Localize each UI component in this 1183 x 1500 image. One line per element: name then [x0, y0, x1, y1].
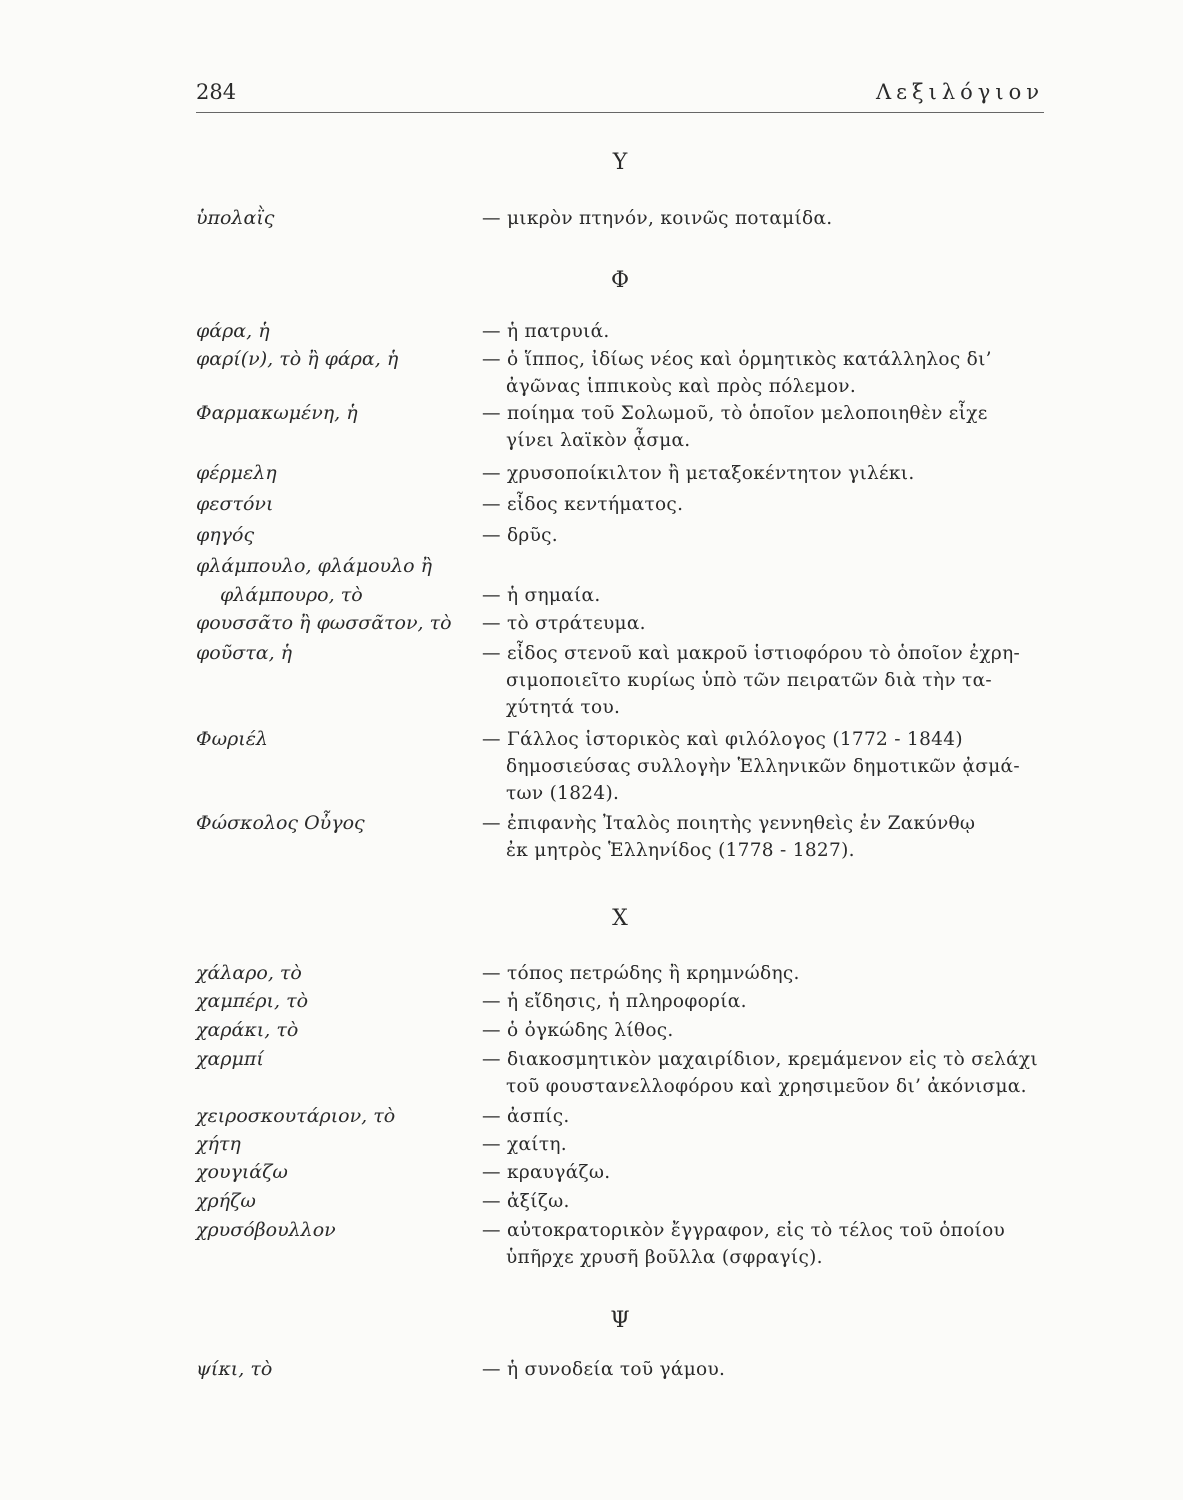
entry-definition [482, 1217, 1044, 1271]
definition-line: — ἐπιφανὴς Ἰταλὸς ποιητὴς γεννηθεὶς ἐν Ζακύνθῳ [482, 813, 976, 834]
entry-term: χάλαρο, τὸ [196, 962, 302, 984]
entry-definition [482, 810, 1044, 864]
entry-term: φάρα, ἡ [196, 320, 270, 342]
entry-definition [482, 346, 1044, 400]
entry-term: Φωριέλ [196, 728, 268, 750]
definition-line: — ἡ εἴδησις, ἡ πληροφορία. [482, 991, 747, 1012]
definition-line: — τόπος πετρώδης ἢ κρημνώδης. [482, 963, 800, 984]
entry-definition [482, 988, 1044, 1015]
definition-line: ὑπῆρχε χρυσῆ βοῦλλα (σφραγίς). [506, 1247, 823, 1268]
entry-term: φλάμπουρο, τὸ [220, 584, 363, 606]
entry-definition [482, 582, 1044, 609]
entry-definition [482, 960, 1044, 987]
definition-line: — διακοσμητικὸν μαχαιρίδιον, κρεμάμενον εἰς τὸ σελάχι [482, 1049, 1038, 1070]
definition-line: — ἡ συνοδεία τοῦ γάμου. [482, 1359, 726, 1380]
definition-line: — ποίημα τοῦ Σολωμοῦ, τὸ ὁποῖον μελοποιηθὲν εἶχε [482, 403, 988, 424]
entry-term: φεστόνι [196, 493, 274, 515]
definition-line: — κραυγάζω. [482, 1162, 611, 1183]
definition-line: — ἀσπίς. [482, 1106, 570, 1127]
definition-line: — μικρὸν πτηνόν, κοινῶς ποταμίδα. [482, 208, 833, 229]
definition-line: σιμοποιεῖτο κυρίως ὑπὸ τῶν πειρατῶν διὰ τὴν τα- [506, 670, 992, 691]
entry-definition [482, 1356, 1044, 1383]
definition-line: — ἡ σημαία. [482, 585, 601, 606]
definition-line: — ὁ ὀγκώδης λίθος. [482, 1020, 674, 1041]
entry-definition [482, 1159, 1044, 1186]
entry-definition [482, 522, 1044, 549]
definition-line: — εἶδος κεντήματος. [482, 494, 684, 515]
entry-term: φοῦστα, ἡ [196, 642, 293, 664]
entry-term: χαμπέρι, τὸ [196, 990, 309, 1012]
definition-line: γίνει λαϊκὸν ᾆσμα. [506, 430, 691, 451]
definition-line: χύτητά του. [506, 697, 621, 718]
entry-term: χουγιάζω [196, 1161, 288, 1183]
definition-line: — εἶδος στενοῦ καὶ μακροῦ ἱστιοφόρου τὸ ὁποῖον ἐχρη- [482, 643, 1020, 664]
entry-term: χαράκι, τὸ [196, 1019, 299, 1041]
definition-line: — ἡ πατρυιά. [482, 321, 610, 342]
definition-line: — Γάλλος ἱστορικὸς καὶ φιλόλογος (1772 - 1844) [482, 729, 963, 750]
entry-definition [482, 1188, 1044, 1215]
section-letter: Ψ [610, 1308, 630, 1333]
definition-line: τοῦ φουστανελλοφόρου καὶ χρησιμεῦον δι’ ἀκόνισμα. [506, 1076, 1027, 1097]
entry-term: χαρμπί [196, 1048, 264, 1070]
entry-definition [482, 318, 1044, 345]
running-title: Λεξιλόγιον [876, 80, 1044, 104]
page-number: 284 [196, 80, 237, 104]
definition-line: — ἀξίζω. [482, 1191, 570, 1212]
entry-definition [482, 1046, 1044, 1100]
definition-line: — αὐτοκρατορικὸν ἔγγραφον, εἰς τὸ τέλος τοῦ ὁποίου [482, 1220, 1006, 1241]
entry-term: Φώσκολος Οὖγος [196, 812, 365, 834]
entry-definition [482, 726, 1044, 807]
definition-line: — δρῦς. [482, 525, 558, 546]
definition-line: — χαίτη. [482, 1134, 567, 1155]
definition-line: — ὁ ἵππος, ἰδίως νέος καὶ ὁρμητικὸς κατάλληλος δι’ [482, 349, 992, 370]
definition-line: ἀγῶνας ἱππικοὺς καὶ πρὸς πόλεμον. [506, 376, 857, 397]
definition-line: ἐκ μητρὸς Ἑλληνίδος (1778 - 1827). [506, 840, 855, 861]
entry-term: χειροσκουτάριον, τὸ [196, 1105, 396, 1127]
definition-line: — τὸ στράτευμα. [482, 613, 646, 634]
entry-definition [482, 491, 1044, 518]
definition-line: δημοσιεύσας συλλογὴν Ἑλληνικῶν δημοτικῶν ᾀσμά- [506, 756, 1020, 777]
entry-term: ὑπολαῒς [196, 207, 275, 229]
entry-term: Φαρμακωμένη, ἡ [196, 402, 358, 424]
entry-term: φουσσᾶτο ἢ φωσσᾶτον, τὸ [196, 612, 452, 634]
definition-line: των (1824). [506, 783, 620, 804]
entry-definition [482, 1017, 1044, 1044]
entry-term: φέρμελη [196, 462, 277, 484]
entry-term: χήτη [196, 1133, 241, 1155]
entry-definition [482, 610, 1044, 637]
section-letter: Χ [612, 906, 628, 931]
entry-definition [482, 640, 1044, 721]
entry-term: φλάμπουλο, φλάμουλο ἢ [196, 555, 432, 577]
entry-definition [482, 460, 1044, 487]
entry-term: χρυσόβουλλον [196, 1219, 336, 1241]
entry-term: ψίκι, τὸ [196, 1358, 273, 1380]
entry-definition [482, 1131, 1044, 1158]
entry-definition [482, 1103, 1044, 1130]
section-letter: Υ [612, 150, 628, 175]
entry-definition [482, 400, 1044, 454]
entry-term: φαρί(ν), τὸ ἢ φάρα, ἡ [196, 348, 399, 370]
section-letter: Φ [610, 268, 630, 293]
entry-definition [482, 205, 1044, 232]
definition-line: — χρυσοποίκιλτον ἢ μεταξοκέντητον γιλέκι. [482, 463, 915, 484]
entry-term: χρήζω [196, 1190, 256, 1212]
entry-term: φηγός [196, 524, 255, 546]
